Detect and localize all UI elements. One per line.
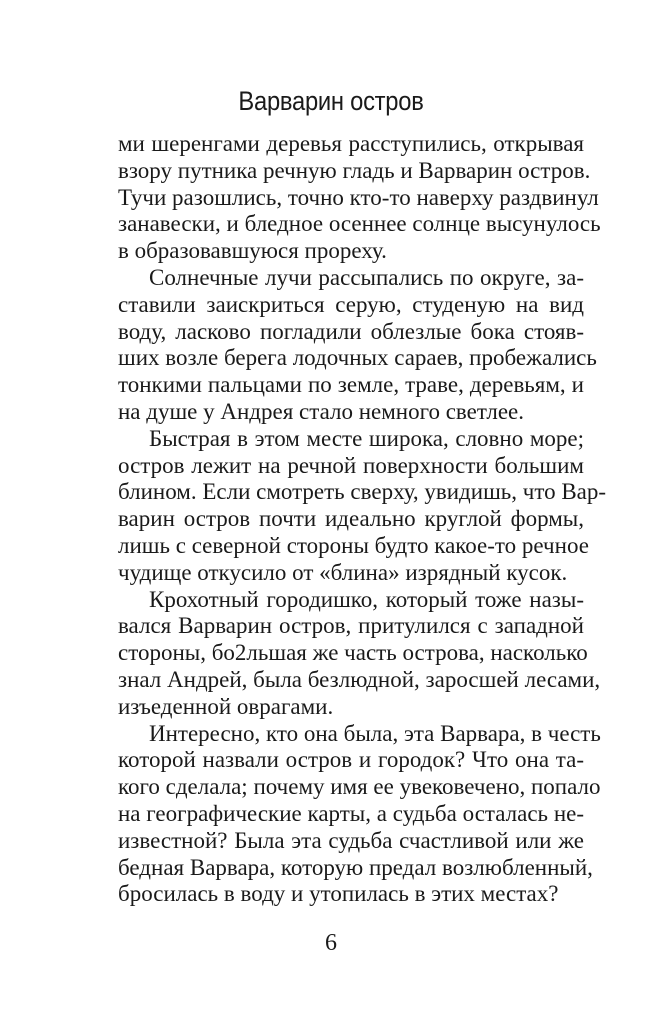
text-line: Интересно, кто она была, эта Варвара, в честь [149, 720, 601, 746]
text-line: на географические карты, а судьба осталась не- [118, 800, 584, 826]
text-line: Солнечные лучи рассыпались по округе, за- [149, 264, 584, 290]
text-line: кого сделала; почему имя ее увековечено, попало [118, 774, 601, 800]
text-line: блином. Если смотреть сверху, увидишь, что Вар- [118, 479, 607, 505]
text-line: тонкими пальцами по земле, траве, деревьям, и [118, 372, 584, 398]
paragraph [118, 720, 601, 909]
text-line: бросилась в воду и утопилась в этих местах? [118, 881, 559, 907]
text-line: известной? Была эта судьба счастливой или же [118, 827, 584, 853]
text-line: Тучи разошлись, точно кто-то наверху раздвинул [118, 184, 599, 210]
text-line: воду, ласково погладили облезлые бока стояв- [118, 318, 584, 344]
text-line: на душе у Андрея стало немного светлее. [118, 398, 524, 424]
text-line: чудище откусило от «блина» изрядный кусок. [118, 559, 568, 585]
text-line: Крохотный городишко, который тоже назы- [149, 586, 584, 612]
text-line: которой назвали остров и городок? Что она та- [118, 747, 584, 773]
text-line: Быстрая в этом месте широка, словно море; [149, 425, 584, 451]
text-line: занавески, и бледное осеннее солнце высунулось [118, 211, 601, 237]
body-text [118, 131, 607, 908]
text-line: изъеденной оврагами. [118, 693, 334, 719]
text-line: вался Варварин остров, притулился с западной [118, 613, 584, 639]
running-head: Варварин остров [238, 86, 424, 116]
text-line: в образовавшуюся прореху. [118, 238, 387, 264]
page-number: 6 [325, 930, 337, 956]
paragraph [118, 131, 601, 265]
text-line: ших возле берега лодочных сараев, пробежались [118, 345, 597, 371]
text-line: ставили заискриться серую, студеную на вид [118, 291, 584, 317]
text-line: стороны, бо2льшая же часть острова, насколько [118, 640, 588, 666]
text-line: ми шеренгами деревья расступились, открывая [118, 131, 584, 156]
paragraph [118, 586, 601, 721]
text-line: взору путника речную гладь и Варварин остров. [118, 157, 591, 183]
text-line: знал Андрей, была безлюдной, заросшей лесами, [118, 666, 601, 692]
paragraph [118, 425, 607, 587]
text-line: остров лежит на речной поверхности большим [118, 452, 584, 478]
text-line: варин остров почти идеально круглой формы, [118, 506, 584, 532]
paragraph [118, 264, 597, 426]
text-line: бедная Варвара, которую предал возлюбленный, [118, 854, 593, 880]
text-line: лишь с северной стороны будто какое-то речное [118, 532, 589, 558]
